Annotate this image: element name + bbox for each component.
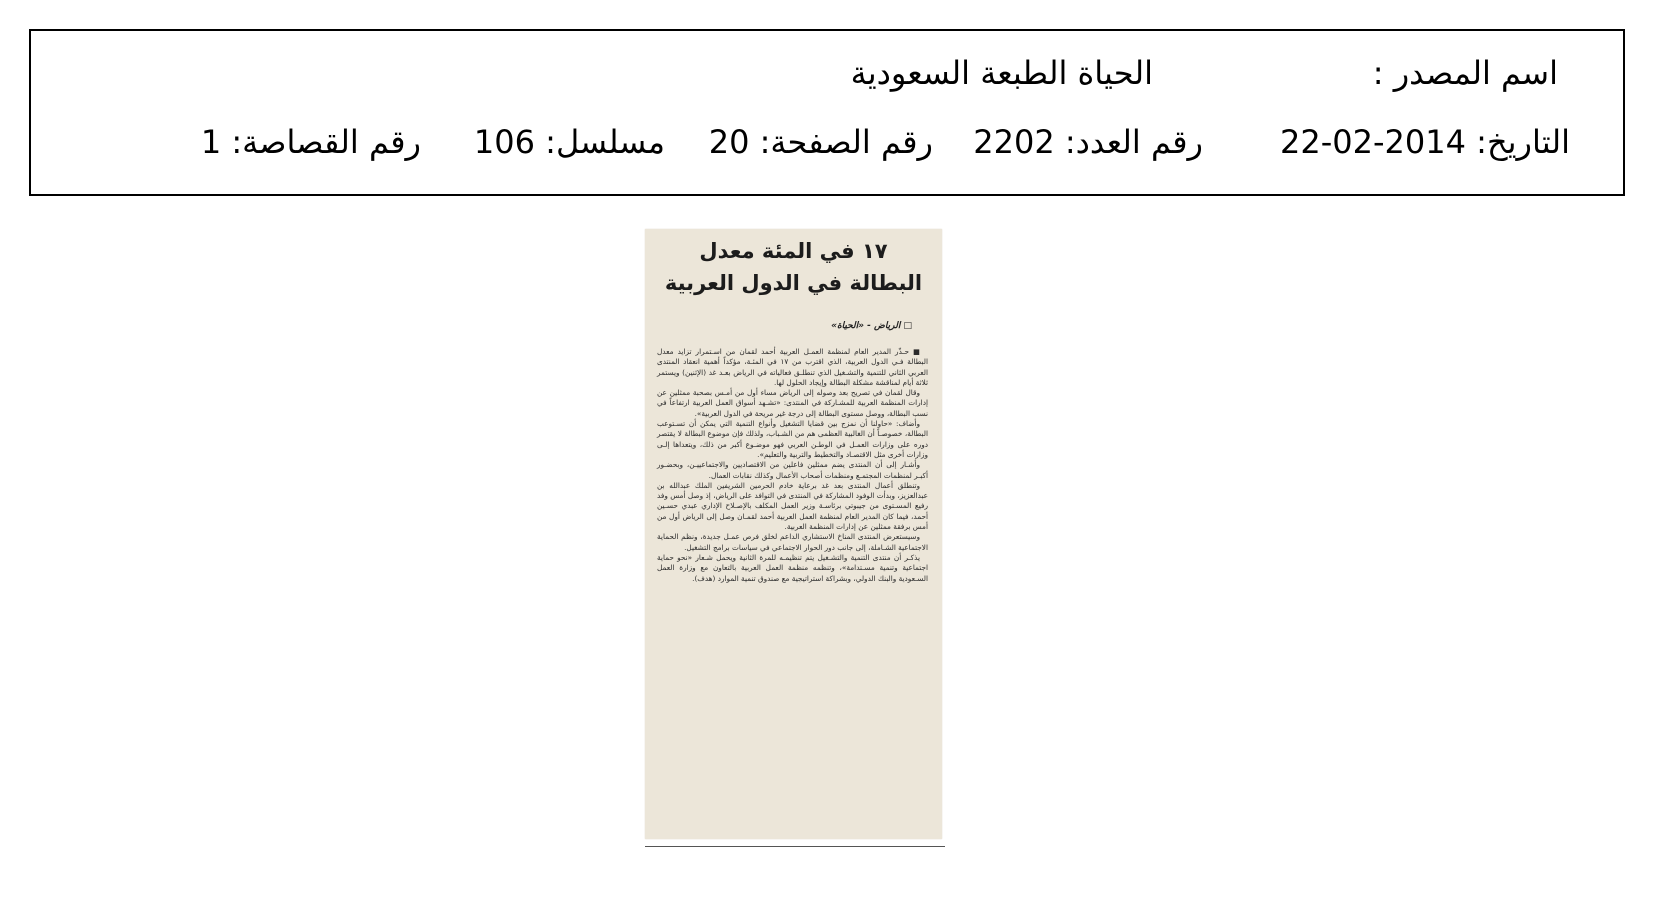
article-title-line-1: ١٧ في المئة معدل xyxy=(699,239,888,263)
serial-number: مسلسل: 106 xyxy=(473,123,665,161)
article-body xyxy=(657,347,928,584)
date-field: التاريخ: 2014-02-22 xyxy=(1280,123,1570,161)
newspaper-clipping xyxy=(645,229,942,839)
article-title-line-2: البطالة في الدول العربية xyxy=(664,271,923,295)
article-paragraph: ■ حـذّر المدير العام لمنظمة العمـل العربية أحمد لقمان من اسـتمرار تزايد معدل البطالة فـي الدول العربية، الذي اقترب من ١٧ في المئـة، مؤكداً أهمية انعقاد المنتدى العربي الثاني للتنمية والتشـغيل الذي تنطلـق فعالياته في الرياض بعـد غد (الإثنين) ويستمر ثلاثة أيام لمناقشة مشكلة البطالة وإيجاد الحلول لها. xyxy=(657,347,929,387)
article-byline: □ الرياض - «الحياة» xyxy=(831,321,912,331)
source-value: الحياة الطبعة السعودية xyxy=(850,54,1153,92)
article-paragraph: وأشـار إلى أن المنتدى يضم ممثلين فاعلين من الاقتصاديين والاجتماعييـن، وبحضـور أكبـر لمنظمات المجتمـع ومنظمات أصحاب الأعمال وكذلك نقابات العمال. xyxy=(657,460,928,480)
page-number: رقم الصفحة: 20 xyxy=(708,123,933,161)
article-paragraph: وقال لقمان في تصريح بعد وصوله إلى الرياض مساء أول من أمـس بصحبة ممثلين عن إدارات المنظمة العربية للمشـاركة في المنتدى: «تشـهد أسواق العمل العربية ارتفاعاً في نسب البطالة، ووصل مستوى البطالة إلى درجة غير مريحة في الدول العربية». xyxy=(657,388,928,418)
issue-number: رقم العدد: 2202 xyxy=(973,123,1203,161)
metadata-header xyxy=(29,29,1625,196)
article-title xyxy=(651,235,936,299)
divider xyxy=(645,846,945,847)
clip-number: رقم القصاصة: 1 xyxy=(200,123,421,161)
article-paragraph: وأضاف: «حاولنا أن نمزج بين قضايا التشغيل وأنواع التنمية التي يمكن أن تسـتوعب البطالة، خصوصـاً أن الغالبية العظمى هم من الشـباب، ولذلك فإن موضوع البطالة لا يقتصر دوره على وزارات العمـل في الوطـن العربي فهو موضـوع أكبر من ذلك، ويتعداها إلـى وزارات أخرى مثل الاقتصـاد والتخطيط والتربية والتعليم». xyxy=(657,419,928,459)
article-paragraph: يذكـر أن منتدى التنمية والتشـغيل يتم تنظيمـه للمرة الثانية ويحمل شـعار «نحو حماية اجتماعية وتنمية مسـتدامة»، وتنظمه منظمة العمل العربية بالتعاون مع وزارة العمل السـعودية والبنك الدولي، وبشراكة استراتيجية مع صندوق تنمية الموارد (هدف). xyxy=(657,552,928,583)
article-paragraph: وتنطلق أعمال المنتدى بعد غد برعاية خادم الحرمين الشريفين الملك عبدالله بن عبدالعزيز، وبدأت الوفود المشاركة في المنتدى في التوافد على الرياض، إذ وصل أمس وفد رفيع المسـتوى من جيبوتي برئاسـة وزير العمل المكلف بالإصـلاح الإداري عبدي حسـين أحمد، فيما كان المدير العام لمنظمة العمل العربية أحمد لقمـان وصل إلى الرياض أول من أمس برفقة ممثلين عن إدارات المنظمة العربية. xyxy=(657,480,928,532)
source-label: اسم المصدر : xyxy=(1372,54,1558,92)
article-paragraph: وسيستعرض المنتدى المناخ الاستشاري الداعم لخلق فرص عمـل جديدة، ونظم الحماية الاجتماعية الشـاملة، إلى جانب دور الحوار الاجتماعي في سياسات برامج التشغيل. xyxy=(657,532,928,552)
